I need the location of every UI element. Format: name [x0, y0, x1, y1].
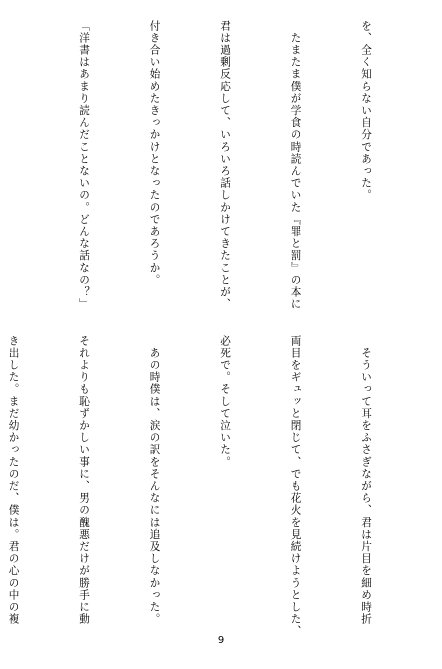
text-line: それよりも恥ずかしい事に、男の醜悪だけが勝手に動	[78, 335, 90, 626]
text-line: を、全く知らない自分であった。	[360, 20, 372, 202]
text-line: 「洋書はあまり読んだことないの。どんな話なの？」	[78, 20, 90, 311]
text-line: 付き合い始めたきっかけとなったのであろうか。	[148, 20, 161, 287]
text-line: 君は過剰反応して、いろいろ話しかけてきたことが、	[219, 20, 231, 311]
upper-text-block	[12, 20, 424, 311]
text-line: あの時僕は、涙の訳をそんなには追及しなかった。	[148, 335, 161, 626]
text-line: そういって耳をふさぎながら、君は片目を細め時折	[360, 335, 372, 626]
text-line: き出した。まだ幼かったのだ、僕は。君の心の中の複	[7, 335, 20, 626]
page-number: 9	[217, 635, 225, 646]
text-line: 両目をギュッと閉じて、でも花火を見続けようとした、	[289, 335, 302, 638]
text-line: たまたま僕が学食の時読んでいた『罪と罰』の本に	[289, 20, 302, 311]
lower-text-block	[7, 335, 424, 638]
text-line: 必死で。そして泣いた。	[219, 335, 231, 469]
